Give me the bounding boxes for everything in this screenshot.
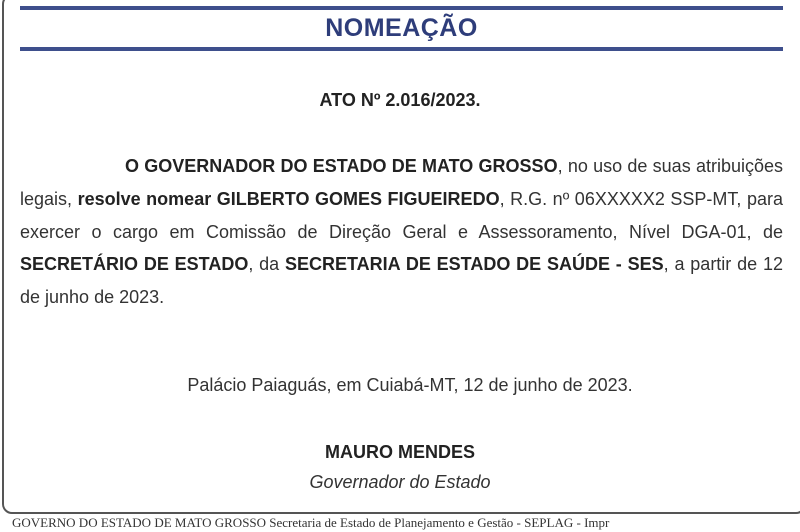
signatory-role: Governador do Estado — [309, 472, 491, 492]
act-number: ATO Nº 2.016/2023. — [319, 90, 481, 110]
governor-title: O GOVERNADOR DO ESTADO DE MATO GROSSO — [125, 156, 558, 176]
resolve-phrase: resolve nomear — [77, 188, 212, 209]
body-text-2: , R.G. nº 06XXXXX2 SSP-MT, para exercer o cargo em Comissão de Direção Geral e Assessoramento, Nível DGA-01, de — [20, 188, 783, 242]
position-title: SECRETÁRIO DE ESTADO — [20, 254, 249, 275]
secretariat-name: SECRETARIA DE ESTADO DE SAÚDE - SES — [285, 254, 664, 275]
page-title: NOMEAÇÃO — [325, 14, 478, 42]
footer-line: GOVERNO DO ESTADO DE MATO GROSSO Secretaria de Estado de Planejamento e Gestão - SEPLAG - Impr — [12, 515, 610, 530]
body-text-1: , no uso de suas atribuições legais, — [20, 156, 783, 209]
act-body — [20, 150, 783, 314]
heading-top-rule — [20, 6, 783, 10]
place-date: Palácio Paiaguás, em Cuiabá-MT, 12 de junho de 2023. — [187, 375, 633, 395]
signatory-name: MAURO MENDES — [324, 442, 475, 462]
body-text-4: , a partir de 12 de junho de 2023. — [20, 254, 783, 308]
body-text-3: , da — [248, 254, 285, 275]
nominee-name: GILBERTO GOMES FIGUEIREDO — [216, 188, 500, 209]
heading-bottom-rule — [20, 47, 783, 51]
